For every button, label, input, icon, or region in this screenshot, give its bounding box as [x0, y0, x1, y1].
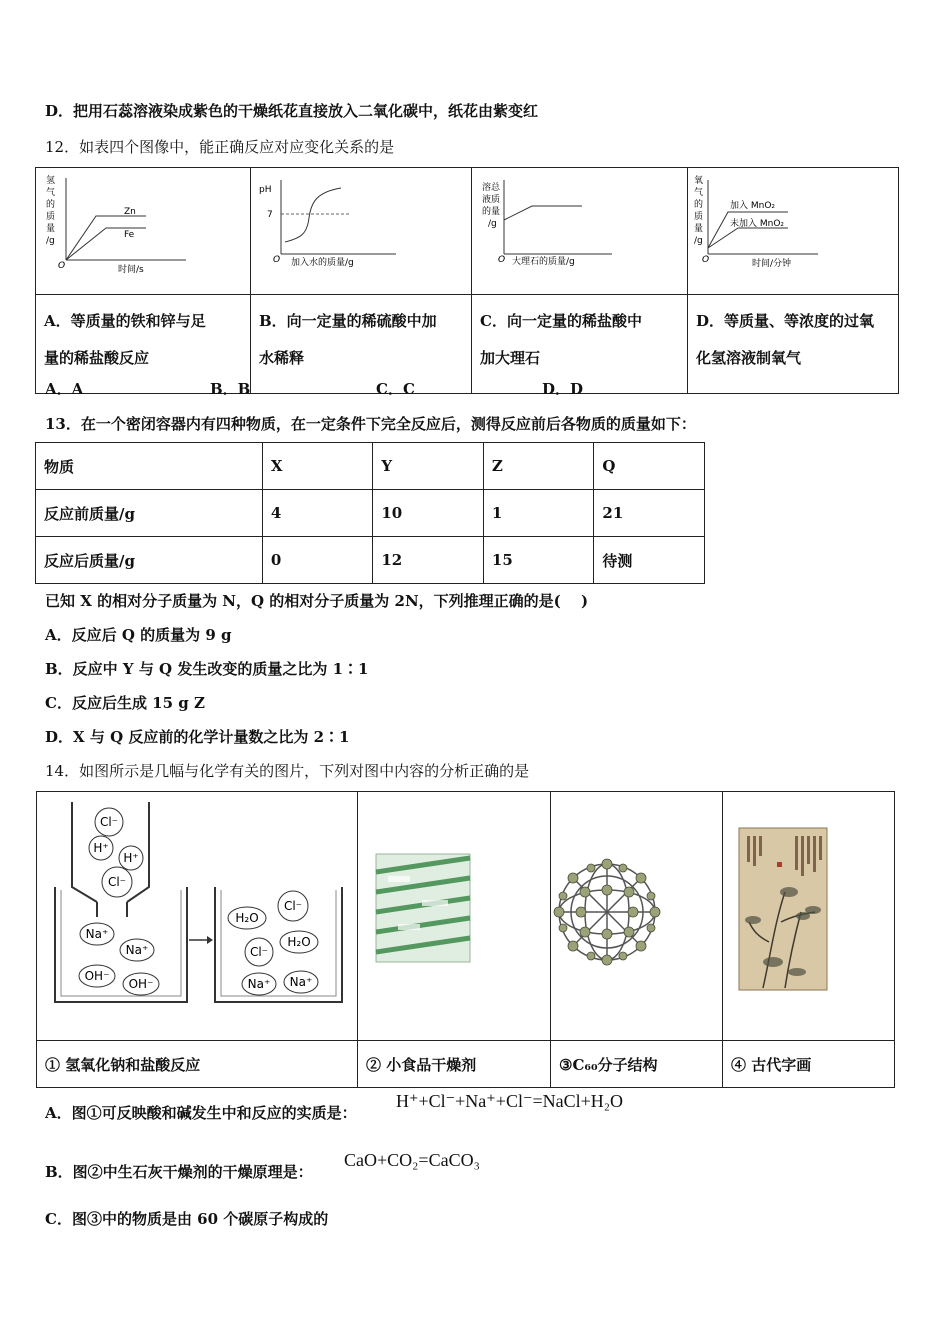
q13-header: Q: [594, 443, 705, 490]
svg-text:量: 量: [694, 224, 704, 234]
q12-cell-a: A．等质量的铁和锌与足 量的稀盐酸反应: [36, 295, 251, 394]
q13-stem: 13．在一个密闭容器内有四种物质，在一定条件下完全反应后，测得反应前后各物质的质量如下：: [45, 415, 696, 433]
q13-header: Z: [483, 443, 594, 490]
q13-option-c: C．反应后生成 15 g Z: [45, 694, 205, 712]
svg-text:的量: 的量: [482, 207, 501, 217]
ion-cl: Cl⁻: [283, 899, 303, 913]
q12-graph-c: [472, 168, 688, 295]
q12d-xlabel: 时间/分钟: [752, 259, 792, 269]
ion-oh: OH⁻: [84, 969, 110, 983]
q14-image-c60: [551, 792, 723, 1041]
svg-text:/g: /g: [488, 219, 497, 229]
svg-text:气: 气: [694, 188, 704, 198]
q12c-xlabel: 大理石的质量/g: [512, 257, 575, 267]
q13-given: 已知 X 的相对分子质量为 N，Q 的相对分子质量为 2N，下列推理正确的是( ): [45, 592, 589, 610]
q12-option-b: B．B: [210, 380, 251, 398]
ion-na: Na⁺: [85, 927, 109, 941]
q12d-origin: O: [702, 255, 710, 265]
q14-option-c: C．图③中的物质是由 60 个碳原子构成的: [45, 1210, 329, 1228]
q13-cell: 21: [594, 490, 705, 537]
q14-formula-b: CaO+CO₂=CaCO₃: [344, 1150, 480, 1170]
q13-cell: 反应后质量/g: [36, 537, 263, 584]
q13-option-b: B．反应中 Y 与 Q 发生改变的质量之比为 1∶1: [45, 660, 369, 678]
q12a-series-fe: Fe: [124, 230, 135, 240]
ion-cl: Cl⁻: [107, 875, 127, 889]
svg-text:/g: /g: [46, 236, 55, 246]
q12-graph-a: [36, 168, 251, 295]
desiccant-packet-icon: [358, 792, 550, 1036]
q12d-series-with: 加入 MnO₂: [730, 201, 776, 211]
q12b-origin: O: [273, 255, 281, 265]
ion-h: H⁺: [123, 851, 139, 865]
q14-caption: ④ 古代字画: [723, 1041, 895, 1088]
q14-formula-a: H⁺+Cl⁻+Na⁺+Cl⁻=NaCl+H₂O: [396, 1091, 624, 1111]
q12b-tick-7: 7: [267, 210, 273, 220]
q14-caption: ③C₆₀分子结构: [551, 1041, 723, 1088]
ion-na: Na⁺: [289, 975, 313, 989]
q13-cell: 15: [483, 537, 594, 584]
q14-option-b: B．图②中生石灰干燥剂的干燥原理是：: [45, 1163, 313, 1181]
q11-option-d: D．把用石蕊溶液染成紫色的干燥纸花直接放入二氧化碳中，纸花由紫变红: [45, 102, 539, 120]
molecule-h2o: H₂O: [235, 911, 259, 925]
q12-graph-b: [251, 168, 472, 295]
q12a-xlabel: 时间/s: [118, 265, 144, 275]
molecule-h2o: H₂O: [287, 935, 311, 949]
q12b-xlabel: 加入水的质量/g: [291, 258, 354, 268]
svg-text:液质: 液质: [482, 195, 501, 205]
q12-cell-d: D．等质量、等浓度的过氧 化氢溶液制氧气: [688, 295, 899, 394]
q13-cell: 10: [373, 490, 484, 537]
q13-header: 物质: [36, 443, 263, 490]
q13-header: Y: [373, 443, 484, 490]
q13-cell: 反应前质量/g: [36, 490, 263, 537]
q12-option-d: D．D: [542, 380, 584, 398]
q14-caption: ① 氢氧化钠和盐酸反应: [37, 1041, 358, 1088]
q12-option-a: A．A: [45, 380, 84, 398]
ion-na: Na⁺: [125, 943, 149, 957]
q13-table: [35, 442, 705, 584]
q12d-ylabel-1: 氧: [694, 176, 704, 186]
q12-stem: 12．如表四个图像中，能正确反应对应变化关系的是: [45, 138, 395, 156]
q12-cell-b: B．向一定量的稀硫酸中加 水稀释: [251, 295, 472, 394]
q13-cell: 4: [262, 490, 372, 537]
svg-text:的: 的: [694, 200, 704, 210]
svg-text:量: 量: [46, 224, 56, 234]
q12-option-c: C．C: [376, 380, 415, 398]
ion-cl: Cl⁻: [249, 945, 269, 959]
q12-graph-d: [688, 168, 899, 295]
table-row: [36, 537, 705, 584]
q12c-ylabel-1: 溶总: [482, 183, 501, 193]
ancient-painting-icon: [723, 792, 894, 1036]
q12a-series-zn: Zn: [124, 207, 136, 217]
q13-cell: 1: [483, 490, 594, 537]
ion-h: H⁺: [93, 841, 109, 855]
table-row: [36, 490, 705, 537]
q13-header-row: [36, 443, 705, 490]
q14-stem: 14．如图所示是几幅与化学有关的图片，下列对图中内容的分析正确的是: [45, 762, 530, 780]
q13-header: X: [262, 443, 372, 490]
q14-table: [36, 791, 895, 1088]
q13-option-a: A．反应后 Q 的质量为 9 g: [45, 626, 232, 644]
ion-oh: OH⁻: [128, 977, 154, 991]
q12c-origin: O: [498, 255, 506, 265]
q14-option-a: A．图①可反映酸和碱发生中和反应的实质是：: [45, 1104, 357, 1122]
q12a-ylabel-1: 氢: [46, 176, 56, 186]
q12a-origin: O: [58, 261, 66, 271]
q12-table: [35, 167, 899, 394]
svg-text:的: 的: [46, 200, 56, 210]
q14-image-neutralization: [37, 792, 358, 1041]
ion-na: Na⁺: [247, 977, 271, 991]
q13-option-d: D．X 与 Q 反应前的化学计量数之比为 2∶1: [45, 728, 350, 746]
q14-caption: ② 小食品干燥剂: [358, 1041, 551, 1088]
q14-image-painting: [723, 792, 895, 1041]
ion-cl: Cl⁻: [99, 815, 119, 829]
q14-image-desiccant: [358, 792, 551, 1041]
q13-cell: 0: [262, 537, 372, 584]
c60-molecule-icon: [551, 792, 722, 1036]
q13-cell: 12: [373, 537, 484, 584]
q12b-ylabel: pH: [259, 185, 272, 195]
q12d-series-without: 未加入 MnO₂: [730, 219, 785, 229]
svg-text:质: 质: [694, 212, 704, 222]
svg-text:/g: /g: [694, 236, 703, 246]
svg-text:气: 气: [46, 188, 56, 198]
q13-cell: 待测: [594, 537, 705, 584]
q12-cell-c: C．向一定量的稀盐酸中 加大理石: [472, 295, 688, 394]
svg-text:质: 质: [46, 212, 56, 222]
